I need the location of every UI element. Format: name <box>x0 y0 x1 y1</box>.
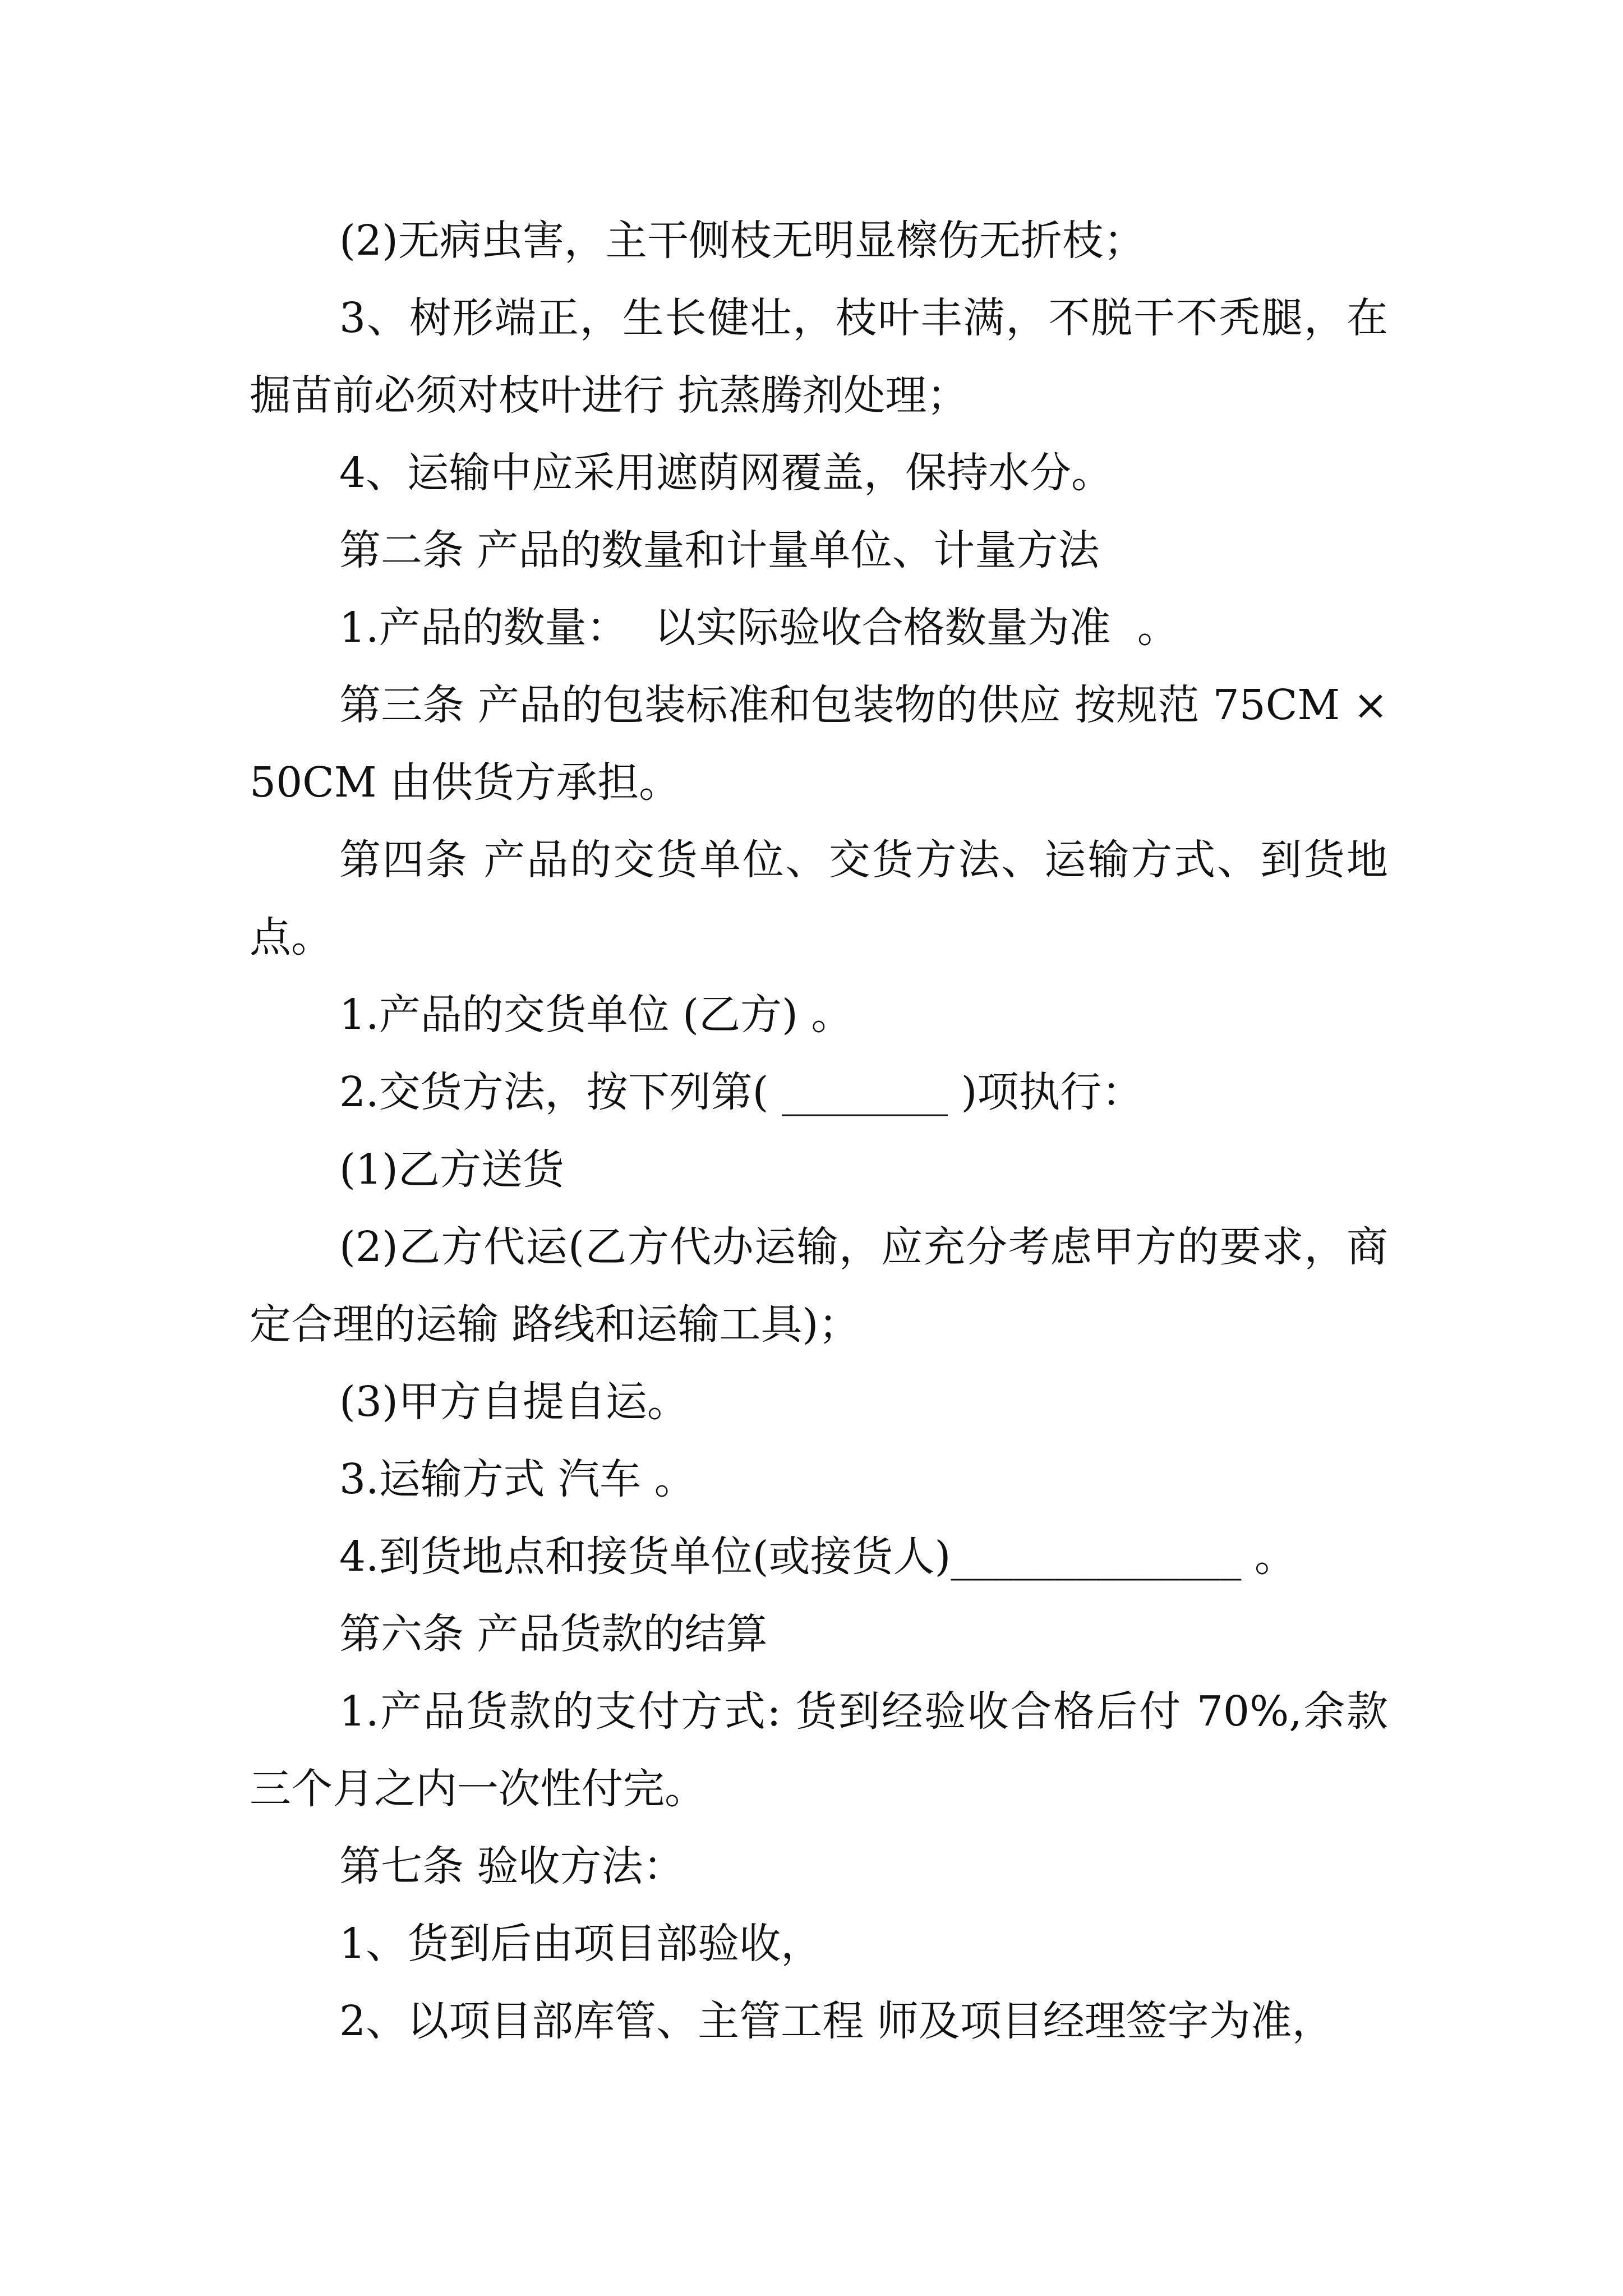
paragraph-12: (3)甲方自提自运。 <box>339 1378 689 1426</box>
paragraph-1: (2)无病虫害，主干侧枝无明显檫伤无折枝； <box>339 217 1145 265</box>
paragraph-2: 3、树形端正，生长健壮，枝叶丰满，不脱干不秃腿，在掘苗前必须对枝叶进行 抗蒸腾剂处理； <box>250 294 1388 420</box>
paragraph-18: 1、货到后由项目部验收， <box>339 1920 823 1968</box>
paragraph-9: 2.交货方法，按下列第( ________ )项执行： <box>339 1068 1144 1116</box>
article-6-heading: 第六条 产品货款的结算 <box>339 1610 768 1658</box>
paragraph-11: (2)乙方代运(乙方代办运输，应充分考虑甲方的要求，商定合理的运输 路线和运输工具)； <box>250 1223 1388 1349</box>
paragraph-19: 2、以项目部库管、主管工程 师及项目经理签字为准， <box>339 1997 1334 2045</box>
paragraph-13: 3.运输方式 汽车 。 <box>339 1455 696 1503</box>
article-7-heading: 第七条 验收方法： <box>339 1842 685 1890</box>
article-4-heading: 第四条 产品的交货单位、交货方法、运输方式、到货地点。 <box>250 836 1388 961</box>
article-2-heading: 第二条 产品的数量和计量单位、计量方法 <box>339 526 1100 574</box>
document-body <box>250 202 1388 2060</box>
paragraph-8: 1.产品的交货单位 (乙方) 。 <box>339 991 853 1039</box>
paragraph-14: 4.到货地点和接货单位(或接货人)______________ 。 <box>339 1533 1296 1581</box>
paragraph-5: 1.产品的数量： 以实际验收合格数量为准 。 <box>339 604 1179 652</box>
paragraph-3: 4、运输中应采用遮荫网覆盖，保持水分。 <box>339 449 1113 497</box>
paragraph-16: 1.产品货款的支付方式: 货到经验收合格后付 70%,余款三个月之内一次性付完。 <box>250 1687 1388 1813</box>
article-3-heading: 第三条 产品的包装标准和包装物的供应 按规范 75CM ×50CM 由供货方承担。 <box>250 681 1388 807</box>
paragraph-10: (1)乙方送货 <box>339 1145 564 1194</box>
